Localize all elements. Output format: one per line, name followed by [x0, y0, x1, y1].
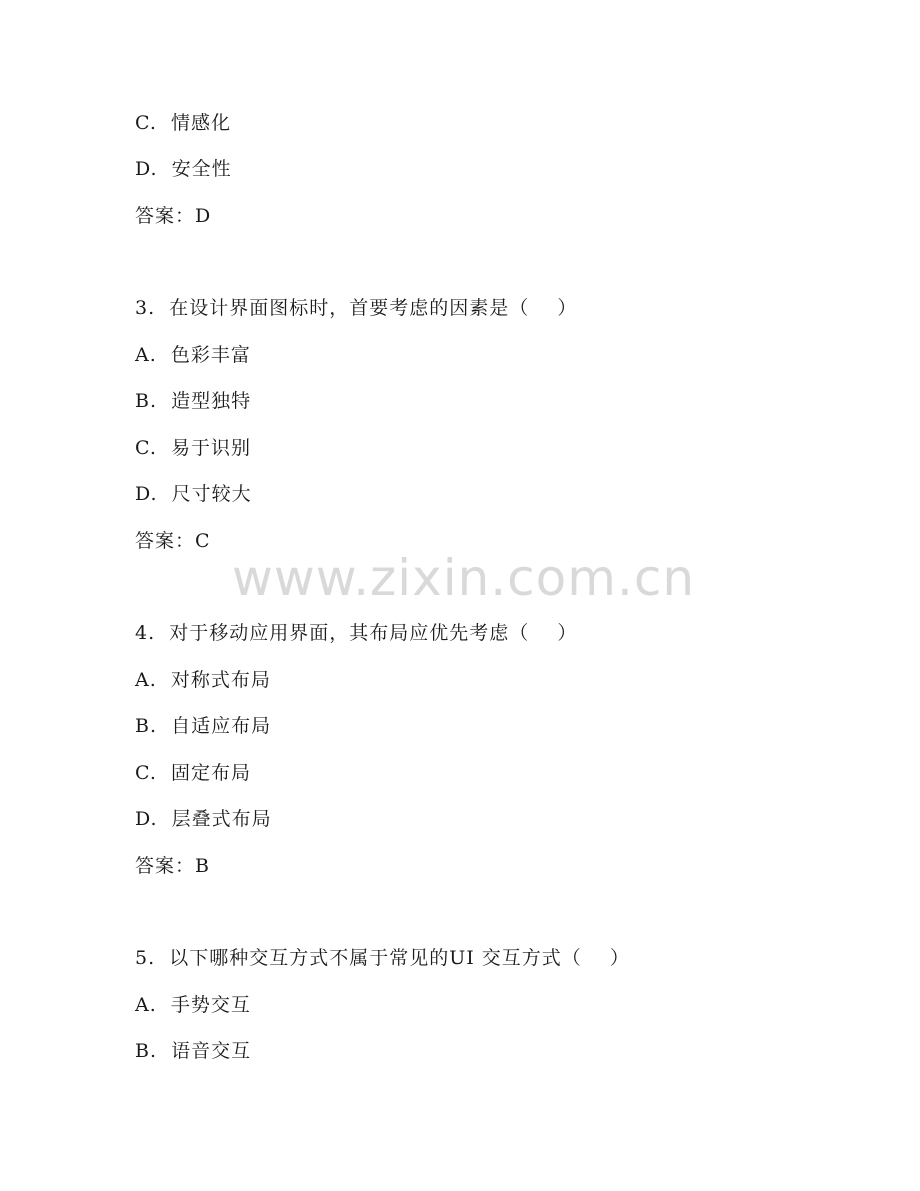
q4-option-d: D. 层叠式布局	[135, 808, 272, 830]
q3-answer: 答案：C	[135, 530, 211, 552]
q4-answer: 答案：B	[135, 855, 210, 877]
q2-answer: 答案：D	[135, 205, 212, 227]
watermark: www.zixin.com.cn	[232, 549, 696, 607]
q5-option-b: B. 语音交互	[135, 1040, 252, 1062]
q3-question: 3. 在设计界面图标时，首要考虑的因素是（ ）	[135, 297, 578, 319]
q5-option-a: A. 手势交互	[135, 994, 251, 1016]
q3-option-c: C. 易于识别	[135, 437, 251, 459]
q4-option-c: C. 固定布局	[135, 762, 251, 784]
q4-option-b: B. 自适应布局	[135, 715, 272, 737]
q3-option-d: D. 尺寸较大	[135, 483, 252, 505]
q5-question: 5. 以下哪种交互方式不属于常见的UI 交互方式（ ）	[135, 947, 630, 969]
q2-option-c: C. 情感化	[135, 112, 231, 134]
q3-option-b: B. 造型独特	[135, 390, 252, 412]
q4-question: 4. 对于移动应用界面，其布局应优先考虑（ ）	[135, 622, 578, 644]
q2-option-d: D. 安全性	[135, 158, 232, 180]
q3-option-a: A. 色彩丰富	[135, 344, 251, 366]
q4-option-a: A. 对称式布局	[135, 669, 271, 691]
